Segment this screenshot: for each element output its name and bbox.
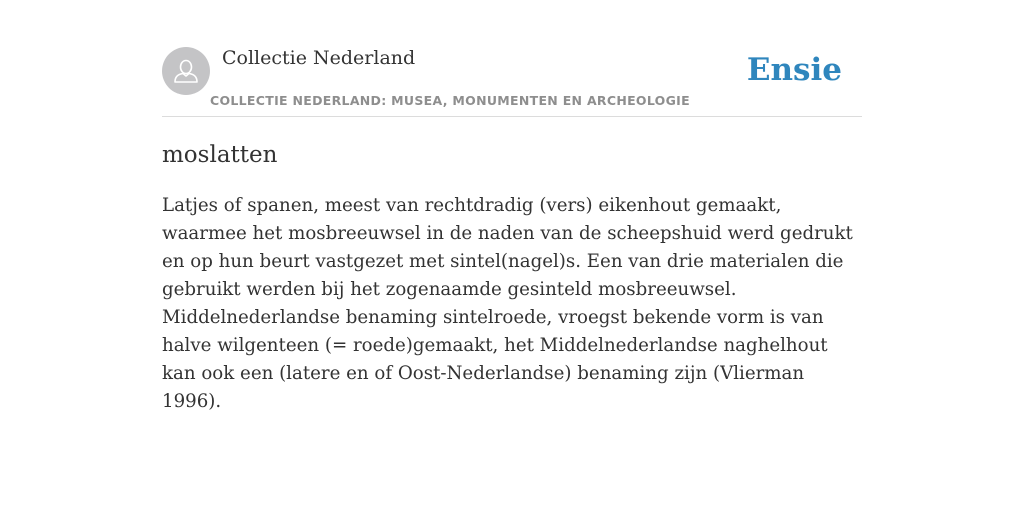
- entry-term: moslatten: [162, 142, 278, 168]
- avatar[interactable]: [162, 47, 210, 95]
- page-header: [162, 46, 862, 117]
- user-placeholder-icon: [162, 47, 210, 95]
- brand-logo[interactable]: Ensie: [746, 52, 842, 88]
- author-name[interactable]: Collectie Nederland: [222, 47, 416, 69]
- entry-definition: Latjes of spanen, meest van rechtdradig (vers) eikenhout gemaakt, waarmee het mosbreeuwsel in de naden van de scheepshuid werd gedrukt en op hun beurt vastgezet met sintel(nagel)s. Een van drie materialen die gebruikt werden bij het zogenaamde gesinteld mosbreeuwsel. Middelnederlandse benaming sintelroede, vroegst bekende vorm is van halve wilgenteen (= roede)gemaakt, het Middelnederlandse naghelhout kan ook een (latere en of Oost-Nederlandse) benaming zijn (Vlierman 1996).: [162, 195, 853, 412]
- author-subtitle: COLLECTIE NEDERLAND: MUSEA, MONUMENTEN EN ARCHEOLOGIE: [210, 93, 690, 108]
